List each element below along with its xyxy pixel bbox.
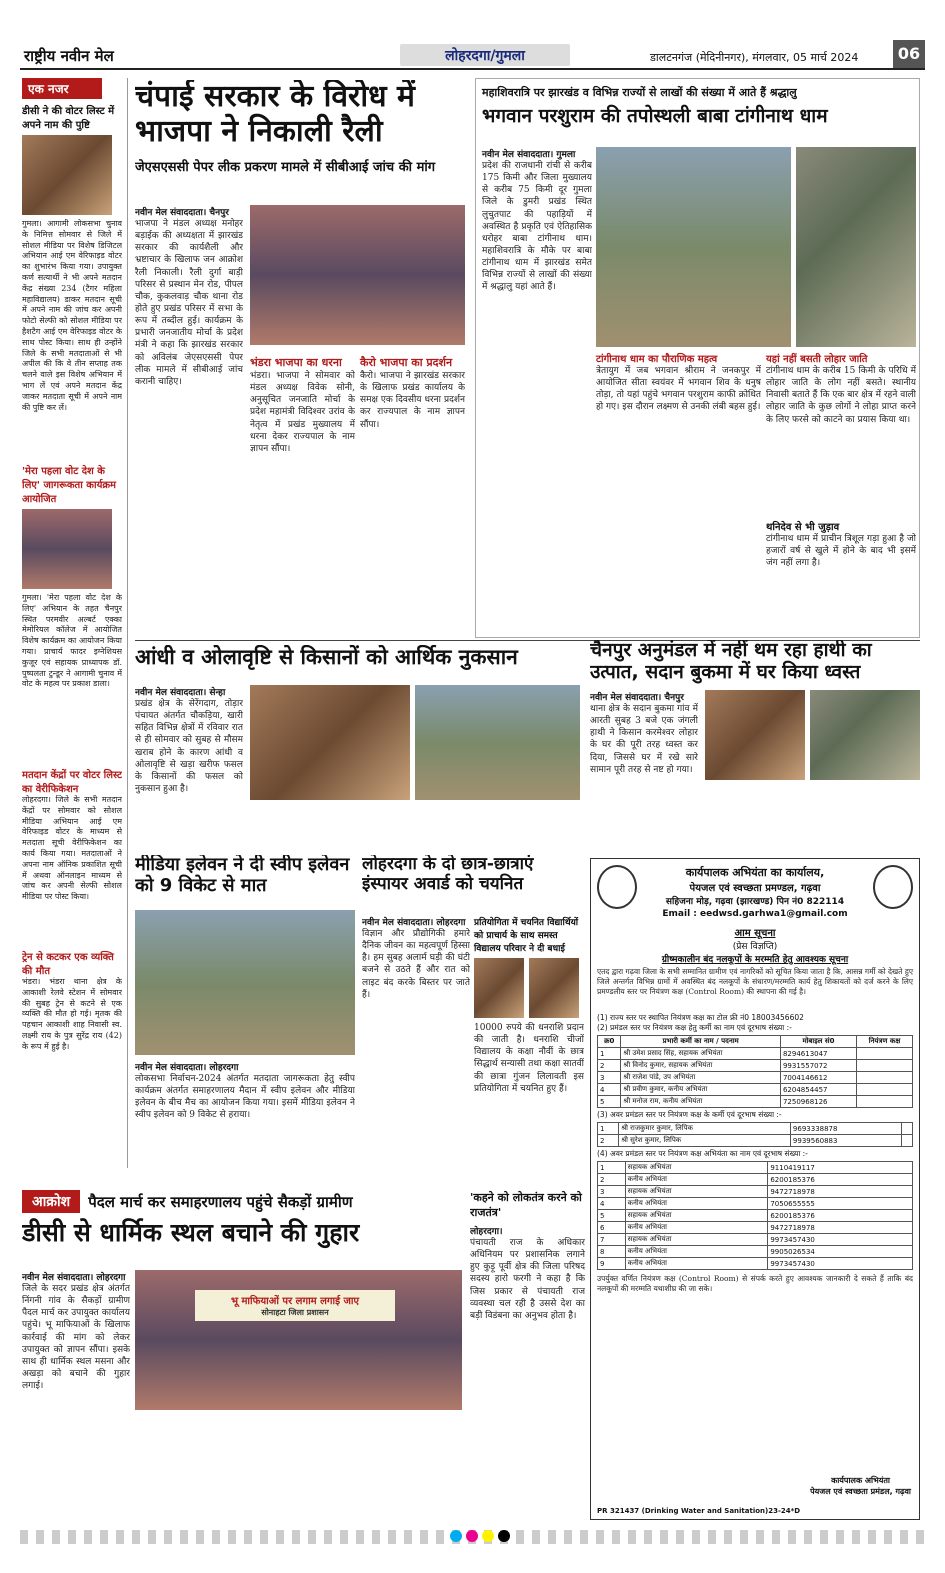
inspire-byline: नवीन मेल संवाददाता। लोहरदगा — [362, 918, 466, 928]
student-photo-2 — [529, 958, 579, 1018]
table-cell: 9905026534 — [768, 1246, 913, 1258]
table-header: क्र0 — [598, 1036, 621, 1048]
table-cell: सहायक अभियंता — [625, 1234, 768, 1246]
table-row — [598, 1186, 913, 1198]
masthead — [20, 46, 925, 70]
table-cell: 9110419117 — [768, 1162, 913, 1174]
cricket-photo — [135, 910, 355, 1055]
democracy-text: पंचायती राज के अधिकार अधिनियम पर प्रशासनिक लगाने हुए कुड़ू पूर्वी क्षेत्र की जिला परिषद सदस्य हारो फरगी ने कहा है कि जिस प्रकार से पंचायती राज व्यवस्था चल रही है उससे देश का बड़ी विडंबना का अनुभव होता है। — [470, 1238, 585, 1321]
brief-headline-4: ट्रेन से कटकर एक व्यक्ति की मौत — [22, 952, 114, 977]
signature-line: कार्यपालक अभियंता — [831, 1476, 890, 1485]
lead-text: भाजपा ने मंडल अध्यक्ष मनोहर बड़ाईक की अध्यक्षता में झारखंड सरकार की कार्यशैली और भ्रष्टाचार के खिलाफ जन आक्रोश रैली निकाली। रैली दुर्गा बाड़ी परिसर से प्रस्थान मेन रोड, पीपल चौक, कुकलवाड़ चौक थाना रोड होते हुए प्रखंड परिसर में सभा के रूप में तब्दील हुई। कार्यक्रम के प्रभारी जनजातीय मोर्चा के प्रदेश मंत्री ने कहा कि झारखंड सरकार को अविलंब जेएसएससी पेपर लीक मामले में सीबीआई जांच करानी चाहिए। — [135, 219, 243, 387]
magenta-mark-icon — [466, 1530, 478, 1542]
democracy-headline: 'कहने को लोकतंत्र करने को राजतंत्र' — [470, 1191, 582, 1219]
yellow-mark-icon — [482, 1530, 494, 1542]
table-cell: कनीय अभियंता — [625, 1198, 768, 1210]
table-header: मोबाइल सं0 — [780, 1036, 856, 1048]
table-cell: 9973457430 — [768, 1234, 913, 1246]
table-cell: 5 — [598, 1210, 626, 1222]
table-cell: श्री प्रवीण कुमार, कनीय अभियंता — [621, 1084, 781, 1096]
protest-byline: नवीन मेल संवाददाता। लोहरदगा — [22, 1273, 126, 1283]
notice-dept: पेयजल एवं स्वच्छता प्रमण्डल, गढ़वा — [689, 883, 821, 894]
table-cell — [856, 1048, 912, 1060]
table-cell: 9 — [598, 1258, 626, 1270]
inspire-text: विज्ञान और प्रौद्योगिकी हमारे दैनिक जीवन का महत्वपूर्ण हिस्सा है। हम सुबह अलार्म घड़ी की घंटी बजने से उठते हैं और रात को लाइट बंद करके बिस्तर पर जाते हैं। — [362, 929, 470, 1000]
table-cell: 9472718978 — [768, 1222, 913, 1234]
table-row — [598, 1222, 913, 1234]
democracy-byline: लोहरदगा। — [470, 1227, 503, 1237]
cyan-mark-icon — [450, 1530, 462, 1542]
trident-photo — [796, 147, 916, 347]
protest-banner-text: भू माफियाओं पर लगाम लगाई जाए — [230, 1296, 360, 1307]
notice-subtitle: (प्रेस विज्ञप्ति) — [732, 942, 778, 952]
protest-text: जिले के सदर प्रखंड क्षेत्र अंतर्गत निंगनी गांव के सैकड़ों ग्रामीण पैदल मार्च कर उपायुक्त कार्यालय पहुंचे। भू माफियाओं के खिलाफ कार्रवाई की मांग को लेकर उपायुक्त को ज्ञापन सौंपा। इसके साथ ही धार्मिक स्थल मसना और अखड़ा को बचाने की गुहार लगाई। — [22, 1284, 130, 1392]
table-cell: 2 — [598, 1174, 626, 1186]
table-cell: 1 — [598, 1162, 626, 1174]
storm-damage-photo-1 — [250, 685, 410, 800]
elephant-headline: चैनपुर अनुमंडल में नहीं थम रहा हाथी का उत्पात, सदान बुकमा में घर किया ध्वस्त — [590, 640, 872, 683]
table-row — [598, 1123, 913, 1135]
notice-item-4: (4) अवर प्रमंडल स्तर पर नियंत्रण कक्ष अभियंता का नाम एवं दूरभाष संख्या :- — [597, 1149, 808, 1158]
table-row — [598, 1048, 913, 1060]
table-cell: 6200185376 — [768, 1210, 913, 1222]
table-cell: 3 — [598, 1072, 621, 1084]
inspire-headline: लोहरदगा के दो छात्र-छात्राएं इंस्पायर अवार्ड को चयनित — [362, 855, 534, 894]
tanginath-box2-title: यहां नहीं बसती लोहार जाति — [766, 354, 868, 365]
notice-footer-note: उपर्युक्त वर्णित नियंत्रण कक्ष (Control Room) से संपर्क करते हुए आवश्यक जानकारी दे सकते हैं ताकि बंद नलकूपों की मरम्मति यथाशीघ्र की जा सके। — [597, 1274, 913, 1294]
newspaper-brand: राष्ट्रीय नवीन मेल — [24, 47, 114, 65]
tanginath-headline: भगवान परशुराम की तपोस्थली बाबा टांगीनाथ धाम — [482, 105, 828, 127]
table-cell: 7004146612 — [780, 1072, 856, 1084]
table-cell: 9693338878 — [790, 1123, 901, 1135]
page-number: 06 — [893, 40, 925, 68]
damaged-house-photo-1 — [705, 690, 805, 780]
table-cell: सहायक अभियंता — [625, 1162, 768, 1174]
notice-topic: ग्रीष्मकालीन बंद नलकूपों के मरम्मति हेतु आवश्यक सूचना — [661, 955, 849, 965]
table-cell: 1 — [598, 1123, 619, 1135]
table-row — [598, 1234, 913, 1246]
table-row — [598, 1210, 913, 1222]
table-cell: श्री राजकुमार कुमार, लिपिक — [619, 1123, 791, 1135]
dc-photo — [22, 135, 112, 215]
table-row — [598, 1060, 913, 1072]
table-cell — [856, 1084, 912, 1096]
table-cell: 1 — [598, 1048, 621, 1060]
table-cell: 8294613047 — [780, 1048, 856, 1060]
protest-banner — [195, 1290, 395, 1321]
table-row — [598, 1084, 913, 1096]
table-cell: कनीय अभियंता — [625, 1174, 768, 1186]
table-row — [598, 1246, 913, 1258]
seal-icon — [873, 865, 913, 909]
government-notice — [590, 858, 920, 1520]
table-cell: 8 — [598, 1246, 626, 1258]
table-cell: 3 — [598, 1186, 626, 1198]
table-header: नियंत्रण कक्ष — [856, 1036, 912, 1048]
table-cell — [856, 1096, 912, 1108]
notice-item-3: (3) अवर प्रमंडल स्तर पर नियंत्रण कक्ष के कर्मी एवं दूरभाष संख्या :- — [597, 1110, 782, 1119]
brief-headline-3: मतदान केंद्रों पर वोटर लिस्ट का वेरीफिकेशन — [22, 770, 122, 795]
storm-byline: नवीन मेल संवाददाता। सेन्हा — [135, 688, 226, 698]
tanginath-text: प्रदेश की राजधानी रांची से करीब 175 किमी और जिला मुख्यालय से करीब 75 किमी दूर गुमला जिले के डुमरी प्रखंड स्थित लुचुतपाट की पहाड़ियों में अवस्थित है प्रकृति एवं ऐतिहासिक धरोहर बाबा टांगीनाथ धाम। महाशिवरात्रि के मौके पर बाबा टांगीनाथ धाम में झारखंड समेत विभिन्न राज्यों से लाखों की संख्या में श्रद्धालु यहां आते हैं। — [482, 161, 592, 293]
notice-table-3 — [597, 1161, 913, 1270]
table-cell: 4 — [598, 1198, 626, 1210]
tanginath-kicker: महाशिवरात्रि पर झारखंड व विभिन्न राज्यों से लाखों की संख्या में आते हैं श्रद्धालु — [482, 86, 797, 99]
tanginath-story — [475, 78, 920, 638]
table-cell: 9973457430 — [768, 1258, 913, 1270]
notice-table-1 — [597, 1035, 913, 1108]
table-row — [598, 1135, 913, 1147]
notice-item-1: (1) राज्य स्तर पर स्थापित नियंत्रण कक्ष का टोल फ्री नं0 18003456602 — [597, 1013, 804, 1022]
protest-kicker: पैदल मार्च कर समाहरणालय पहुंचे सैकड़ों ग्रामीण — [88, 1192, 353, 1211]
notice-item-2: (2) प्रमंडल स्तर पर नियंत्रण कक्ष हेतु कर्मी का नाम एवं दूरभाष संख्या :- — [597, 1023, 792, 1032]
table-cell: कनीय अभियंता — [625, 1258, 768, 1270]
ek-nazar-box: एक नजर — [22, 78, 102, 99]
lead-headline: चंपाई सरकार के विरोध में भाजपा ने निकाली रैली — [135, 80, 415, 149]
notice-email: Email : eedwsd.garhwa1@gmail.com — [662, 909, 848, 919]
table-cell: 9931557072 — [780, 1060, 856, 1072]
brief-text-3: लोहरदगा। जिले के सभी मतदान केंद्रों पर सोमवार को सोशल मीडिया अभियान आई एम वेरिफाइड वोटर के माध्यम से मतदाता सूची वेरीफिकेशन का कार्य किया गया। मतदाताओं ने अपना नाम ऑनिक प्रकाशित सूची में अथवा ऑनलाइन माध्यम से जांच कर अपनी सेल्फी सोशल मीडिया पर पोस्ट किया। — [22, 795, 122, 902]
black-mark-icon — [498, 1530, 510, 1542]
table-cell: श्री सुरेश कुमार, लिपिक — [619, 1135, 791, 1147]
elephant-story — [590, 640, 920, 850]
table-row — [598, 1096, 913, 1108]
democracy-story — [470, 1190, 585, 1520]
inspire-story — [362, 855, 584, 1185]
elephant-byline: नवीन मेल संवाददाता। चैनपुर — [590, 693, 684, 703]
table-cell: श्री मनोज राम, कनीय अभियंता — [621, 1096, 781, 1108]
brief-headline-2: 'मेरा पहला वोट देश के लिए' जागरूकता कार्यक्रम आयोजित — [22, 466, 117, 505]
section-label: लोहरदगा/गुमला — [400, 44, 570, 66]
notice-office: कार्यपालक अभियंता का कार्यालय, — [685, 866, 825, 879]
notice-signature — [810, 1475, 911, 1497]
storm-damage-photo-2 — [415, 685, 580, 800]
table-cell: 4 — [598, 1084, 621, 1096]
voter-event-photo — [22, 509, 112, 589]
tanginath-box3-text: टांगीनाथ धाम में प्राचीन त्रिशूल गड़ा हुआ है जो हजारों वर्ष से खुले में होने के बाद भी इसमें जंग नहीं लगा है। — [766, 534, 916, 569]
lead-box1-text: भंडरा। भाजपा ने सोमवार को मंडल अध्यक्ष विवेक सोनी, अनुसूचित जनजाति मोर्चा के प्रदेश महामंत्री विदिश्वर उरांव के नेतृत्व में प्रखंड मुख्यालय में धरना देकर राज्यपाल के नाम ज्ञापन सौंपा। — [250, 371, 355, 454]
lead-box2-text: कैरो। भाजपा ने झारखंड सरकार के खिलाफ प्रखंड कार्यालय के समक्ष एक दिवसीय धरना प्रदर्शन कर राज्यपाल के नाम ज्ञापन सौंपा। — [360, 371, 465, 430]
emblem-icon — [597, 865, 637, 909]
table-cell: 6204854457 — [780, 1084, 856, 1096]
table-cell: 5 — [598, 1096, 621, 1108]
table-cell: 7 — [598, 1234, 626, 1246]
notice-pr-number: PR 321437 (Drinking Water and Sanitation)23-24*D — [597, 1507, 801, 1515]
dateline: डालटनगंज (मेदिनीनगर), मंगलवार, 05 मार्च 2024 — [650, 51, 859, 64]
table-cell: 2 — [598, 1135, 619, 1147]
lead-box1-title: भंडरा भाजपा का धरना — [250, 356, 342, 369]
storm-headline: आंधी व ओलावृष्टि से किसानों को आर्थिक नुकसान — [135, 645, 518, 669]
table-cell: कनीय अभियंता — [625, 1222, 768, 1234]
notice-title: आम सूचना — [734, 928, 776, 939]
notice-table-2 — [597, 1122, 913, 1147]
protest-photo — [135, 1270, 462, 1410]
table-cell: सहायक अभियंता — [625, 1186, 768, 1198]
table-cell: 9939560883 — [790, 1135, 901, 1147]
table-cell — [856, 1060, 912, 1072]
table-row — [598, 1258, 913, 1270]
table-row — [598, 1162, 913, 1174]
protest-banner-sub: सोनाहटा जिला प्रशासन — [261, 1308, 329, 1317]
protest-tag: आक्रोश — [22, 1190, 80, 1213]
tanginath-box1-title: टांगीनाथ धाम का पौराणिक महत्व — [596, 354, 718, 365]
storm-text: प्रखंड क्षेत्र के सेरेंगदाग, तोड़ार पंचायत अंतर्गत चौकड़िया, खारी सहित विभिन्न क्षेत्रों में रविवार रात से ही सोमवार को सुबह से मौसम खराब होने के कारण आंधी व ओलावृष्टि से खड़ा खरीफ फसल के किसानों की फसल को नुकसान हुआ है। — [135, 699, 243, 794]
table-cell: 6 — [598, 1222, 626, 1234]
table-row — [598, 1072, 913, 1084]
table-row — [598, 1174, 913, 1186]
brief-headline-1: डीसी ने की वोटर लिस्ट में अपने नाम की पुष्टि — [22, 106, 115, 131]
cricket-text: लोकसभा निर्वाचन-2024 अंतर्गत मतदाता जागरूकता हेतु स्वीप कार्यक्रम अंतर्गत समाहरणालय मैदान में स्वीप इलेवन और मीडिया इलेवन के बीच मैच का आयोजन किया गया। इसमें मीडिया इलेवन ने स्वीप इलेवन को 9 विकेट से हराया। — [135, 1074, 355, 1121]
table-cell: श्री उमेश प्रसाद सिंह, सहायक अभियंता — [621, 1048, 781, 1060]
student-photo-1 — [474, 958, 524, 1018]
left-column — [22, 78, 122, 1168]
table-cell: श्री विनोद कुमार, सहायक अभियंता — [621, 1060, 781, 1072]
brief-text-2: गुमला। 'मेरा पहला वोट देश के लिए' अभियान के तहत चैनपुर स्थित परमवीर अल्बर्ट एक्का मेमोरियल कॉलेज में आयोजित विशेष कार्यक्रम का आयोजन किया गया। प्राचार्य फादर इग्नेशियस कुजूर एवं सहायक प्राध्यापक डॉ. पुष्पलता टुन्डूर ने आगामी चुनाव में वोट के महत्व पर प्रकाश डाला। — [22, 593, 122, 689]
table-cell: सहायक अभियंता — [625, 1210, 768, 1222]
cricket-byline: नवीन मेल संवाददाता। लोहरदगा — [135, 1063, 239, 1073]
lead-byline: नवीन मेल संवाददाता। चैनपुर — [135, 208, 229, 218]
table-cell: कनीय अभियंता — [625, 1246, 768, 1258]
rally-photo — [250, 205, 465, 345]
notice-intro: एतद द्वारा गढ़वा जिला के सभी सम्मानित ग्रामीण एवं नागरिकों को सूचित किया जाता है कि, आसन्न गर्मी को देखते हुए जिले अन्तर्गत विभिन्न ग्रामों में अवस्थित बंद नलकूपों के संधारण/मरम्मति कार्य हेतु शिकायतों को दर्ज करने के लिए प्रमण्डलीय स्तर पर नियंत्रण कक्ष (Control Room) की स्थापना की गई है। — [597, 967, 913, 997]
table-cell: श्री राजेश पांडे, उप अभियंता — [621, 1072, 781, 1084]
cricket-story — [135, 855, 355, 1185]
brief-text-1: गुमला। आगामी लोकसभा चुनाव के निमित्त सोमवार से जिले में सोशल मीडिया पर विशेष डिजिटल अभियान आई एम वेरिफाइड वोटर का शुभारंभ किया गया। उपायुक्त कर्ण सत्यार्थी ने भी अपने मतदान केंद्र संख्या 234 (टैगर महिला महाविद्यालय) डाकर मतदान सूची में अपने नाम की जांच कर अपनी फोटो सेल्फी को सोशल मीडिया पर हैशटैग आई एम वेरिफाइड वोटर के साथ पोस्ट किया। साथ ही उन्होंने जिले के सभी मतदाताओं से भी अपील की कि वे तीन सप्ताह तक चलने वाले इस विशेष अभियान में भाग लें एवं अपने मतदान केंद्र जाकर मतदाता सूची में अपने नाम की पुष्टि कर लें। — [22, 219, 122, 412]
table-cell — [901, 1123, 912, 1135]
table-cell: 6200185376 — [768, 1174, 913, 1186]
inspire-box-title: प्रतियोगिता में चयनित विद्यार्थियों को प्राचार्य के साथ समस्त विद्यालय परिवार ने दी बधाई — [474, 918, 579, 954]
tanginath-byline: नवीन मेल संवाददाता। गुमला — [482, 150, 576, 160]
notice-address: सहिजना मोड़, गढ़वा (झारखण्ड) पिन नं0 822114 — [665, 897, 845, 907]
table-cell: 7250968126 — [780, 1096, 856, 1108]
table-cell — [901, 1135, 912, 1147]
column-rule — [127, 78, 128, 1168]
damaged-house-photo-2 — [810, 690, 920, 780]
lead-box2-title: कैरो भाजपा का प्रदर्शन — [360, 356, 453, 369]
storm-story — [135, 645, 580, 850]
table-cell: 2 — [598, 1060, 621, 1072]
signature-line: पेयजल एवं स्वच्छता प्रमंडल, गढ़वा — [810, 1487, 911, 1496]
elephant-text: थाना क्षेत्र के सदान बुकमा गांव में आरती सुबह 3 बजे एक जंगली हाथी ने किसान करमेश्वर लोहार के घर की पूरी तरह ध्वस्त कर दिया, जिससे घर में रखे सारे सामान पूरी तरह से नष्ट हो गया। — [590, 704, 698, 775]
lead-story — [135, 80, 465, 635]
inspire-box-text: 10000 रुपये की धनराशि प्रदान की जाती है। धनराशि चीजों विद्यालय के कक्षा नौवीं के छात्र सिद्धार्थ सन्यासी तथा कक्षा सातवीं की छात्रा गुंजन लिलावती इस प्रतियोगिता में चयनित हुए हैं। — [474, 1023, 584, 1094]
table-row — [598, 1198, 913, 1210]
temple-photo — [596, 147, 791, 347]
table-cell: 9472718978 — [768, 1186, 913, 1198]
cricket-headline: मीडिया इलेवन ने दी स्वीप इलेवन को 9 विकेट से मात — [135, 855, 350, 896]
lead-subhead: जेएसएससी पेपर लीक प्रकरण मामले में सीबीआई जांच की मांग — [135, 160, 436, 175]
table-header: प्रभारी कर्मी का नाम / पदनाम — [621, 1036, 781, 1048]
table-cell: 7050655555 — [768, 1198, 913, 1210]
protest-story — [22, 1190, 462, 1520]
tanginath-box1-text: त्रेतायुग में जब भगवान श्रीराम ने जनकपुर में आयोजित सीता स्वयंवर में भगवान शिव के धनुष तोड़ा, तो यहां पहुंचे भगवान परशुराम काफी क्रोधित हो गए। इस दौरान लक्ष्मण से उनकी लंबी बहस हुई। — [596, 366, 761, 413]
tanginath-box2-text: टांगीनाथ धाम के करीब 15 किमी के परिधि में लोहार जाति के लोग नहीं बसते। स्थानीय निवासी बताते हैं कि एक बार क्षेत्र में रहने वाली लोहार जाति के कुछ लोगों ने लोहा प्राप्त करने के लिए फरसे को काटने का प्रयास किया था। — [766, 366, 916, 425]
brief-text-4: भंडरा। भंडरा थाना क्षेत्र के आकाशी रेलवे स्टेशन में सोमवार की सुबह ट्रेन से कटने से एक व्यक्ति की मौत हो गई। मृतक की पहचान आकाशी शाह निवासी स्व. लक्ष्मी राय के पुत्र सुरेंद्र राय (42) के रूप में हुई है। — [22, 977, 122, 1051]
table-cell — [856, 1072, 912, 1084]
protest-headline: डीसी से धार्मिक स्थल बचाने की गुहार — [22, 1218, 360, 1247]
tanginath-box3-title: थनिदेव से भी जुड़ाव — [766, 522, 840, 533]
